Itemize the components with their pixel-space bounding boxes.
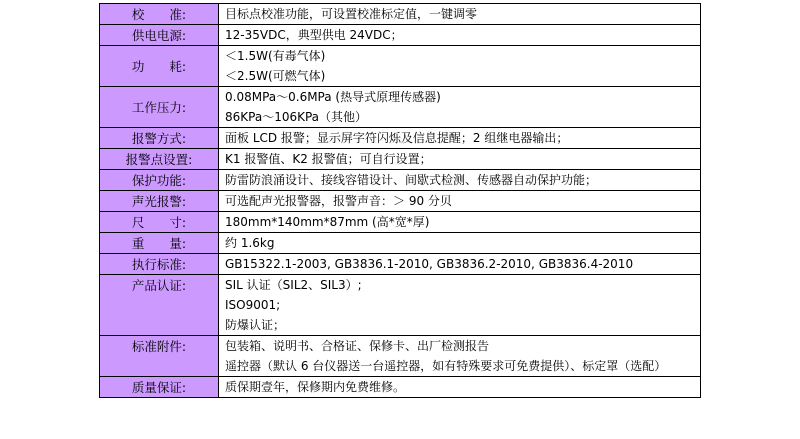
table-row-certification bbox=[100, 275, 701, 336]
row-value bbox=[219, 191, 701, 212]
row-value bbox=[219, 170, 701, 191]
value-line: 包装箱、说明书、合格证、保修卡、出厂检测报告 bbox=[225, 339, 490, 353]
spec-table bbox=[99, 3, 701, 398]
row-label: 执行标准: bbox=[100, 254, 219, 275]
row-value bbox=[219, 25, 701, 46]
row-value bbox=[219, 336, 701, 377]
table-row-calibration bbox=[100, 4, 701, 25]
value-line: 约 1.6kg bbox=[225, 236, 275, 250]
value-line: 面板 LCD 报警；显示屏字符闪烁及信息提醒；2 组继电器输出； bbox=[225, 131, 569, 145]
table-row-power-supply bbox=[100, 25, 701, 46]
value-line: GB15322.1-2003, GB3836.1-2010, GB3836.2-2010, GB3836.4-2010 bbox=[225, 257, 634, 271]
value-line: ＜2.5W(可燃气体) bbox=[225, 69, 326, 83]
row-label: 声光报警: bbox=[100, 191, 219, 212]
row-label: 产品认证: bbox=[100, 275, 219, 336]
row-label: 工作压力: bbox=[100, 87, 219, 128]
row-label: 尺 寸: bbox=[100, 212, 219, 233]
table-row-accessories bbox=[100, 336, 701, 377]
row-value bbox=[219, 275, 701, 336]
value-line: SIL 认证（SIL2、SIL3）; bbox=[225, 278, 362, 292]
table-row-dimensions bbox=[100, 212, 701, 233]
value-line: 质保期壹年，保修期内免费维修。 bbox=[225, 380, 406, 394]
row-label: 功 耗: bbox=[100, 46, 219, 87]
value-line: 0.08MPa～0.6MPa (热导式原理传感器) bbox=[225, 90, 441, 104]
table-row-power-consumption bbox=[100, 46, 701, 87]
value-line: 12-35VDC，典型供电 24VDC； bbox=[225, 28, 403, 42]
table-row-working-pressure bbox=[100, 87, 701, 128]
table-row-weight bbox=[100, 233, 701, 254]
row-label: 报警方式: bbox=[100, 128, 219, 149]
value-line: ＜1.5W(有毒气体) bbox=[225, 49, 326, 63]
value-line: 防爆认证； bbox=[225, 318, 286, 332]
value-line: 86KPa～106KPa（其他） bbox=[225, 110, 368, 124]
table-row-sound-light-alarm bbox=[100, 191, 701, 212]
row-value bbox=[219, 4, 701, 25]
value-line: 180mm*140mm*87mm (高*宽*厚) bbox=[225, 215, 430, 229]
row-value bbox=[219, 46, 701, 87]
value-line: 目标点校准功能，可设置校准标定值，一键调零 bbox=[225, 7, 478, 21]
table-row-alarm-mode bbox=[100, 128, 701, 149]
value-line: 遥控器（默认 6 台仪器送一台遥控器，如有特殊要求可免费提供）、标定罩（选配） bbox=[225, 359, 667, 373]
row-value bbox=[219, 212, 701, 233]
row-value bbox=[219, 254, 701, 275]
row-value bbox=[219, 128, 701, 149]
table-row-warranty bbox=[100, 377, 701, 398]
row-value bbox=[219, 233, 701, 254]
value-line: K1 报警值、K2 报警值；可自行设置； bbox=[225, 152, 432, 166]
row-label: 校 准: bbox=[100, 4, 219, 25]
row-label: 报警点设置: bbox=[100, 149, 219, 170]
value-line: 防雷防浪涌设计、接线容错设计、间歇式检测、传感器自动保护功能； bbox=[225, 173, 598, 187]
row-label: 供电电源: bbox=[100, 25, 219, 46]
value-line: 可选配声光报警器，报警声音：＞ 90 分贝 bbox=[225, 194, 452, 208]
row-value bbox=[219, 377, 701, 398]
row-label: 质量保证: bbox=[100, 377, 219, 398]
table-row-standards bbox=[100, 254, 701, 275]
row-value bbox=[219, 149, 701, 170]
row-label: 重 量: bbox=[100, 233, 219, 254]
row-value bbox=[219, 87, 701, 128]
table-row-protection bbox=[100, 170, 701, 191]
value-line: ISO9001; bbox=[225, 298, 281, 312]
table-row-alarm-setpoint bbox=[100, 149, 701, 170]
row-label: 标准附件: bbox=[100, 336, 219, 377]
row-label: 保护功能: bbox=[100, 170, 219, 191]
